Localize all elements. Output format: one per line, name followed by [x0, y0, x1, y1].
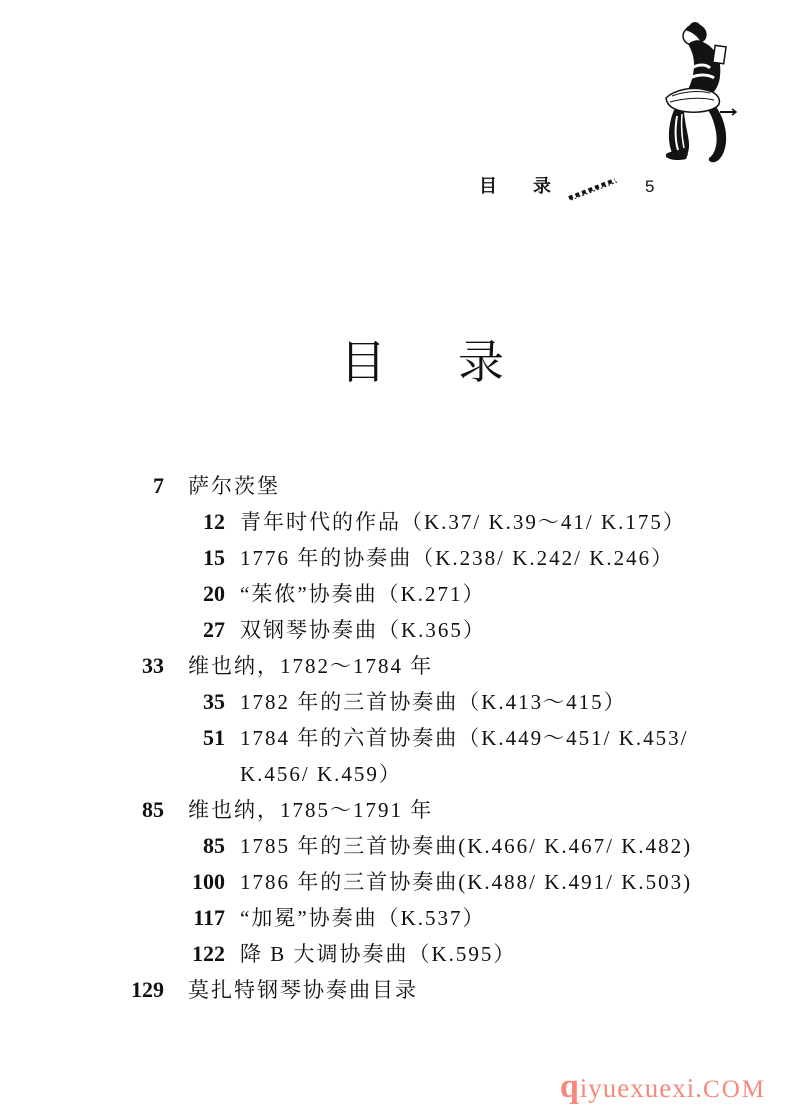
toc-entry-title: K.456/ K.459）	[240, 762, 402, 786]
toc-entry	[124, 648, 744, 684]
toc-entry-title: 维也纳，1782～1784 年	[188, 654, 434, 678]
running-header-char-1: 目	[479, 176, 497, 196]
running-header-char-2: 录	[533, 176, 551, 196]
toc-entry	[124, 576, 744, 612]
toc-entry-title: 1782 年的三首协奏曲（K.413～415）	[240, 690, 627, 714]
watermark-prefix: q	[559, 1068, 580, 1105]
toc-entry-page: 85	[142, 797, 164, 822]
toc-entry-title: 1784 年的六首协奏曲（K.449～451/ K.453/	[240, 726, 689, 750]
toc-entry	[124, 792, 744, 828]
toc-entry	[124, 720, 744, 756]
toc-entry-page: 12	[203, 509, 225, 534]
toc-entry	[124, 468, 744, 504]
toc-entry-continuation	[124, 756, 744, 792]
toc-entry-title: 1785 年的三首协奏曲(K.466/ K.467/ K.482)	[240, 834, 693, 858]
toc-entry-title: “加冕”协奏曲（K.537）	[240, 906, 486, 930]
toc-entry-page: 85	[203, 833, 225, 858]
toc-entry-page: 20	[203, 581, 225, 606]
header-flourish-icon	[566, 174, 620, 202]
running-header	[0, 0, 794, 220]
toc-entry-page: 100	[192, 869, 225, 894]
toc-entry-page: 122	[192, 941, 225, 966]
toc-entry	[124, 684, 744, 720]
toc-title-char-1: 目	[340, 337, 386, 388]
toc-entry-title: 降 B 大调协奏曲（K.595）	[240, 942, 517, 966]
toc-entry	[124, 504, 744, 540]
toc-entry	[124, 936, 744, 972]
toc-entry-title: 萨尔茨堡	[188, 474, 280, 498]
watermark-mid: iyuexuexi	[579, 1073, 696, 1103]
watermark-dot: .	[695, 1073, 704, 1103]
toc-entry	[124, 828, 744, 864]
watermark-suffix: COM	[703, 1076, 766, 1103]
toc-entry	[124, 864, 744, 900]
toc-entry-title: 莫扎特钢琴协奏曲目录	[188, 978, 418, 1002]
toc-entry-page: 35	[203, 689, 225, 714]
toc-entry	[124, 900, 744, 936]
toc-title	[340, 336, 504, 390]
toc-entry-page: 7	[153, 473, 164, 498]
toc-entry-title: 青年时代的作品（K.37/ K.39～41/ K.175）	[240, 510, 686, 534]
running-header-title	[479, 174, 551, 198]
toc-title-char-2: 录	[458, 337, 504, 388]
toc-entry-page: 51	[203, 725, 225, 750]
toc-entry	[124, 540, 744, 576]
toc-entry-title: 维也纳，1785～1791 年	[188, 798, 434, 822]
toc-entry-page: 129	[131, 977, 164, 1002]
toc-entry-title: 1786 年的三首协奏曲(K.488/ K.491/ K.503)	[240, 870, 693, 894]
toc-entry-title: 1776 年的协奏曲（K.238/ K.242/ K.246）	[240, 546, 675, 570]
toc-entry-page: 117	[193, 905, 225, 930]
toc-entry	[124, 972, 744, 1008]
page-number: 5	[645, 177, 656, 196]
toc-entry-title: 双钢琴协奏曲（K.365）	[240, 618, 486, 642]
toc-entry	[124, 612, 744, 648]
toc-entry-page: 15	[203, 545, 225, 570]
watermark	[559, 1068, 766, 1106]
toc-entry-page: 27	[203, 617, 225, 642]
toc-entry-page: 33	[142, 653, 164, 678]
toc-list	[124, 468, 744, 1008]
toc-entry-title: “茱侬”协奏曲（K.271）	[240, 582, 486, 606]
